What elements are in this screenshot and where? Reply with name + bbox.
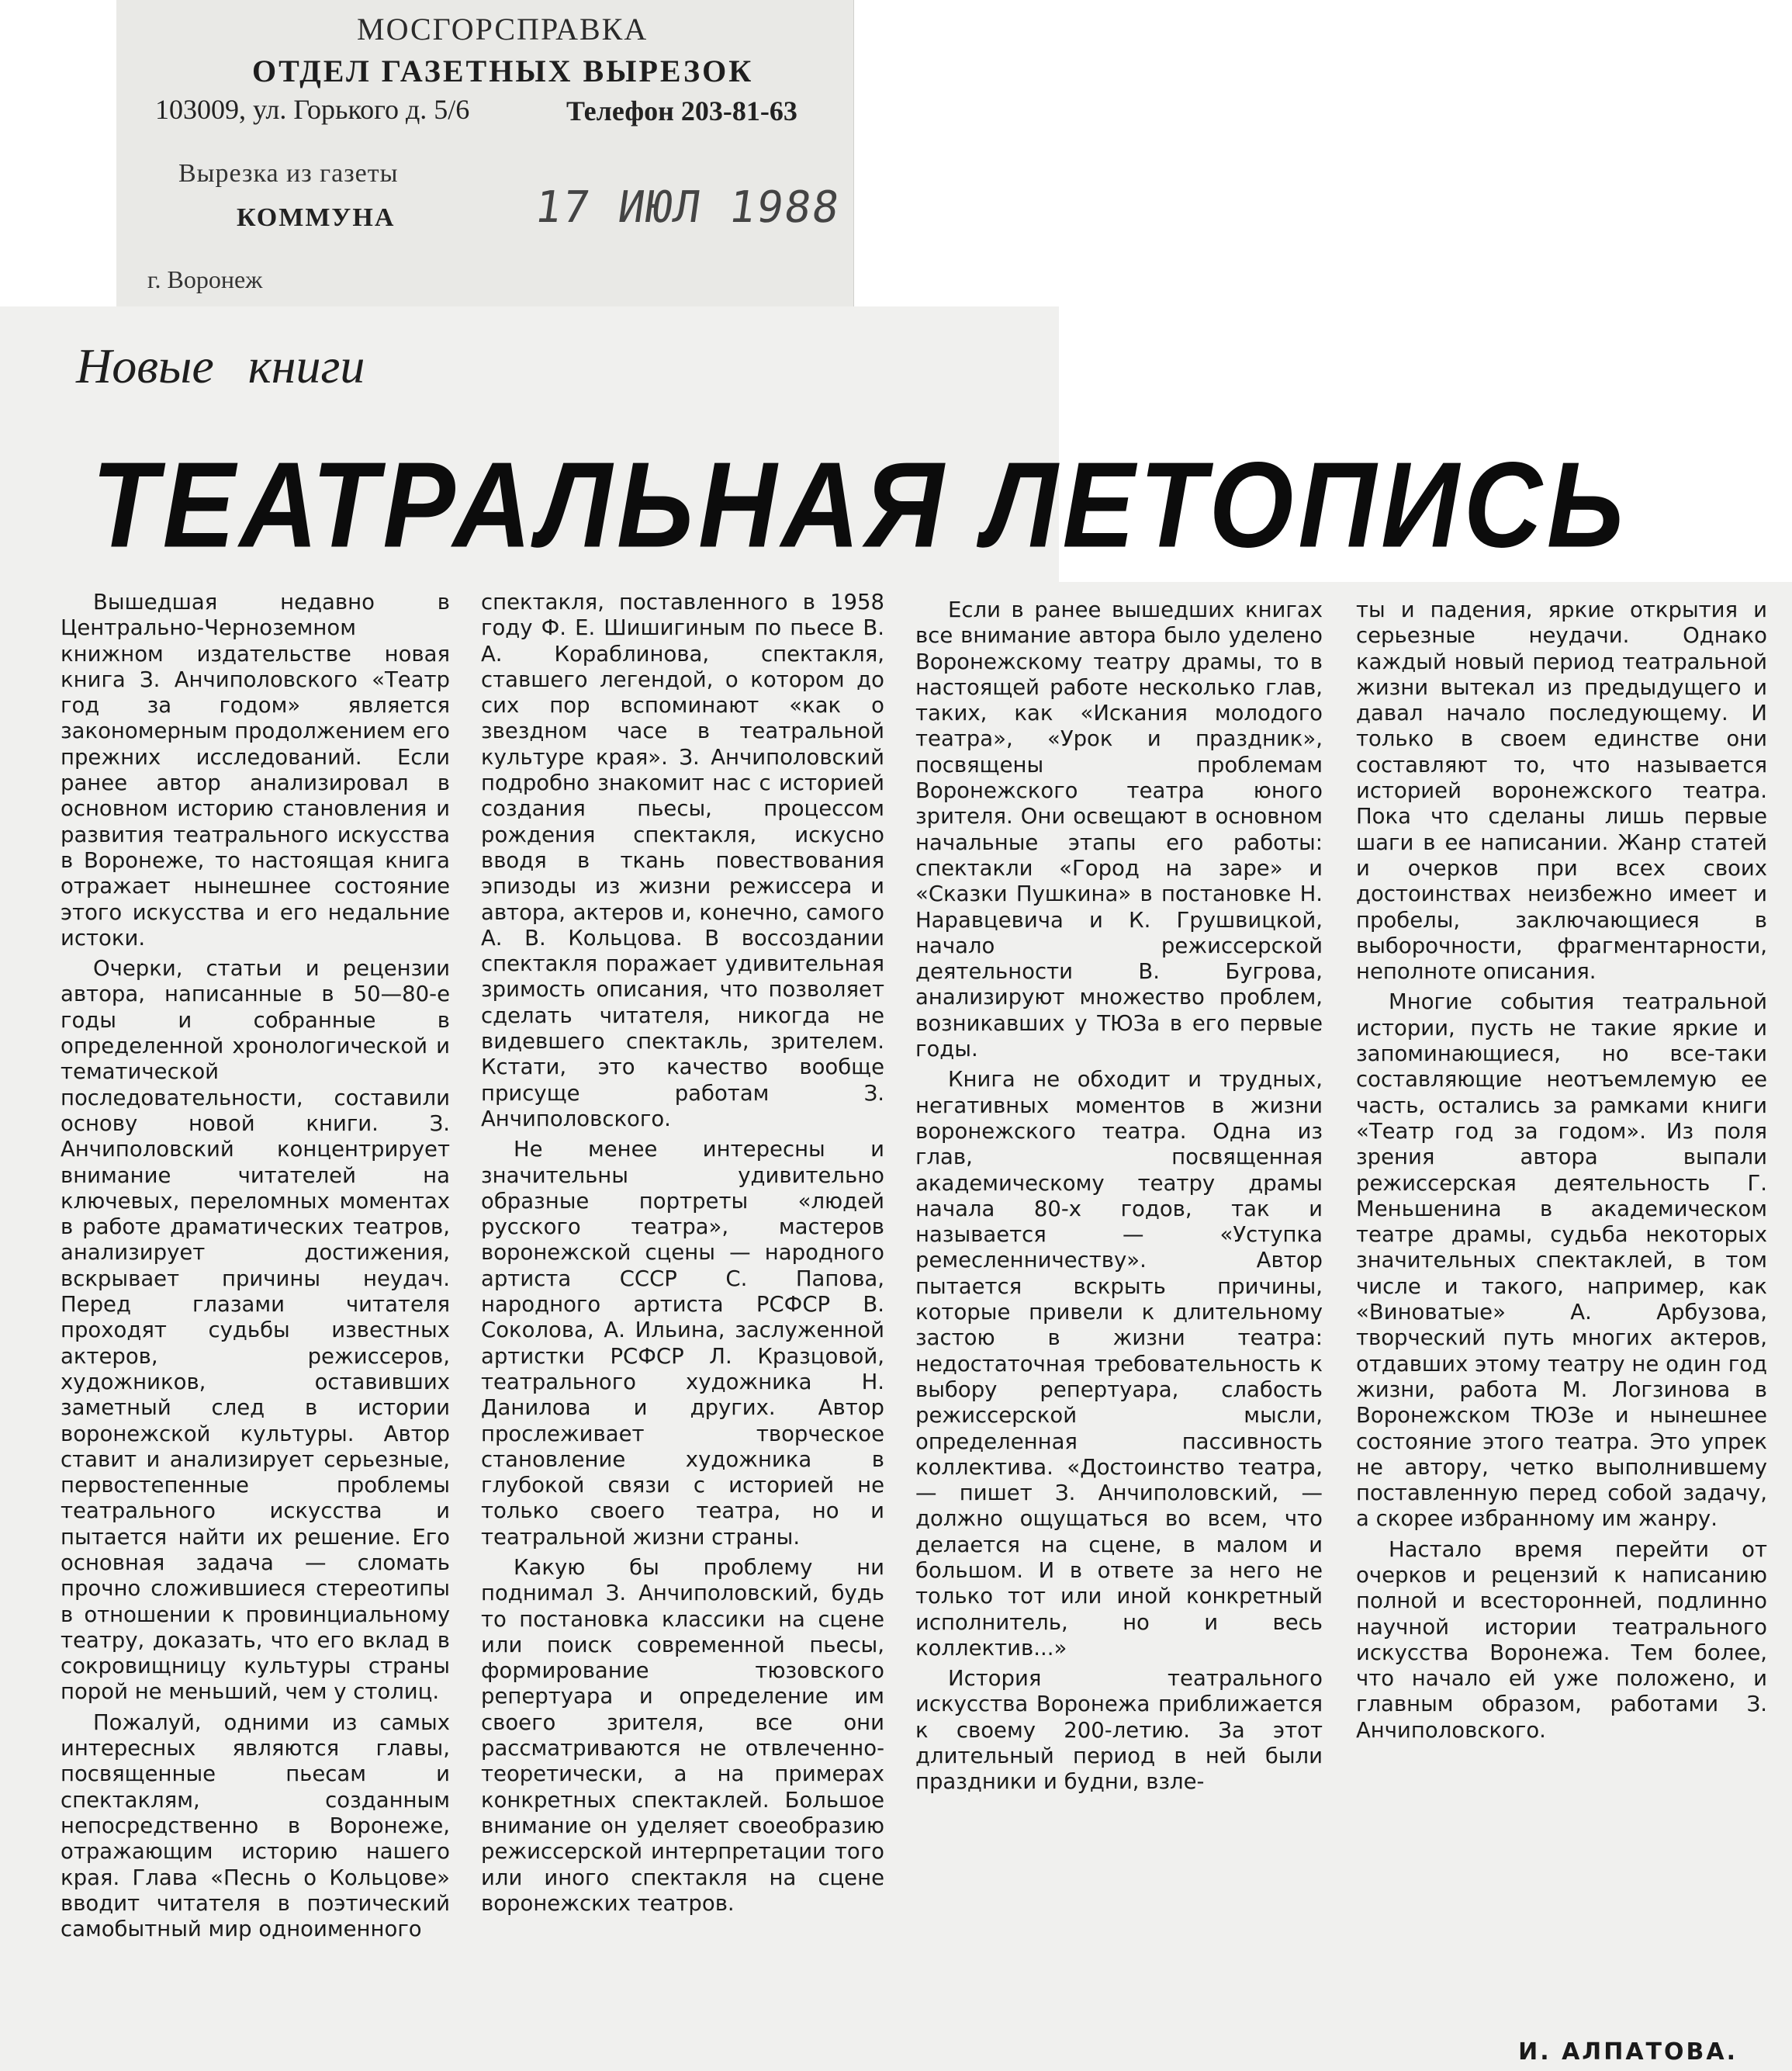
agency-phone: Телефон 203-81-63: [566, 95, 797, 126]
article-column-2: [481, 590, 884, 1917]
rubric: Новые книги: [76, 338, 365, 393]
article-column-3: [915, 597, 1323, 1796]
article-column-4: [1356, 597, 1767, 1744]
paragraph: Если в ранее вышедших книгах все внимание автора было уделено Воронежскому театру драмы, то в настоящей работе несколько глав, таких, как «Искания молодого театра», «Урок и праздник», посвящены проблемам Воронежского театра юного зрителя. Они освещают в основном начальные этапы его работы: спектакли «Город на заре» и «Сказки Пушкина» в постановке Н. Наравцевича и К. Грушвицкой, начало режиссерской деятельности В. Бугрова, анализируют множество проблем, возникавших у ТЮЗа в его первые годы.: [915, 597, 1323, 1062]
paragraph: Пожалуй, одними из самых интересных являются главы, посвященные пьесам и спектаклям, созданным непосредственно в Воронеже, отражающим историю нашего края. Глава «Песнь о Кольцове» вводит читателя в поэтический самобытный мир одноименного: [61, 1709, 450, 1942]
paragraph: ты и падения, яркие открытия и серьезные неудачи. Однако каждый новый период театральной жизни вытекал из предыдущего и давал начало последующему. И только в своем единстве они составляют то, что называется историей воронежского театра. Пока что сделаны лишь первые шаги в ее написании. Жанр статей и очерков при всех своих достоинствах неизбежно имеет и пробелы, заключающиеся в выборочности, фрагментарности, неполноте описания.: [1356, 597, 1767, 985]
city-name: г. Воронеж: [147, 265, 263, 293]
agency-address: 103009, ул. Горького д. 5/6: [155, 94, 470, 125]
clipping-label: Вырезка из газеты: [178, 159, 399, 188]
paragraph: спектакля, поставленного в 1958 году Ф. Е. Шишигиным по пьесе В. А. Кораблинова, спектакля, ставшего легендой, о котором до сих пор вспоминают «как о звездном часе в театральной культуре края». З. Анчиполовский подробно знакомит нас с историей создания пьесы, процессом рождения спектакля, искусно вводя в ткань повествования эпизоды из жизни режиссера и автора, актеров и, конечно, самого А. В. Кольцова. В воссоздании спектакля поражает удивительная зримость описания, что позволяет сделать читателя, никогда не видевшего спектакль, зрителем. Кстати, это качество вообще присуще работам З. Анчиполовского.: [481, 590, 884, 1131]
paragraph: Какую бы проблему ни поднимал З. Анчиполовский, будь то постановка классики на сцене или поиск современной пьесы, формирование тюзовского репертуара и определение им своего зрителя, все они рассматриваются не отвлеченно-теоретически, а на примерах конкретных спектаклей. Большое внимание он уделяет своеобразию режиссерской интерпретации того или иного спектакля на сцене воронежских театров.: [481, 1554, 884, 1916]
paragraph: Настало время перейти от очерков и рецензий к написанию полной и всесторонней, подлинно научной истории театрального искусства Воронежа. Тем более, что начало ей уже положено, и главным образом, работами З. Анчиполовского.: [1356, 1536, 1767, 1743]
paragraph: Многие события театральной истории, пусть не такие яркие и запоминающиеся, но все-таки составляющие неотъемлемую ее часть, остались за рамками книги «Театр год за годом». Из поля зрения автора выпали режиссерская деятельность Г. Меньшенина в академическом театре драмы, судьба некоторых значительных спектаклей, в том числе и такого, например, как «Виноватые» А. Арбузова, творческий путь многих актеров, отдавших этому театру не один год жизни, работа М. Логзинова в Воронежском ТЮЗе и нынешнее состояние этого театра. Это упрек не автору, четко выполнившему поставленную перед собой задачу, а скорее избранному им жанру.: [1356, 989, 1767, 1532]
paragraph: Книга не обходит и трудных, негативных моментов в жизни воронежского театра. Одна из глав, посвященная академическому театру драмы начала 80-х годов, так и называется — «Уступка ремесленничеству». Автор пытается вскрыть причины, которые привели к длительному застою в жизни театра: недостаточная требовательность к выбору репертуара, слабость режиссерской мысли, определенная пассивность коллектива. «Достоинство театра, — пишет З. Анчиполовский, — должно ощущаться во всем, что делается на сцене, в малом и большом. И в ответе за него не только тот или иной конкретный исполнитель, но и весь коллектив...»: [915, 1067, 1323, 1661]
agency-name: МОСГОРСПРАВКА: [357, 12, 649, 47]
headline: ТЕАТРАЛЬНАЯ ЛЕТОПИСЬ: [92, 436, 1628, 573]
date-stamp: 17 ИЮЛ 1988: [531, 182, 844, 233]
department-name: ОТДЕЛ ГАЗЕТНЫХ ВЫРЕЗОК: [252, 54, 754, 88]
paragraph: Вышедшая недавно в Центрально-Черноземном книжном издательстве новая книга З. Анчиполовского «Театр год за годом» является закономерным продолжением его прежних исследований. Если ранее автор анализировал в основном историю становления и развития театрального искусства в Воронеже, то настоящая книга отражает нынешнее состояние этого искусства и его недальние истоки.: [61, 590, 450, 951]
author-signature: И. АЛПАТОВА.: [1518, 2038, 1738, 2066]
newspaper-clipping: [0, 306, 1792, 2071]
agency-slip: [116, 0, 854, 306]
newspaper-name: КОММУНА: [237, 203, 396, 232]
paragraph: Не менее интересны и значительны удивительно образные портреты «людей русского театра», мастеров воронежской сцены — народного артиста СССР С. Папова, народного артиста РСФСР В. Соколова, А. Ильина, заслуженной артистки РСФСР Л. Кразцовой, театрального художника Н. Данилова и других. Автор прослеживает творческое становление художника в глубокой связи с историей не только своего театра, но и театральной жизни страны.: [481, 1137, 884, 1550]
article-column-1: [61, 590, 450, 1942]
paragraph: История театрального искусства Воронежа приближается к своему 200-летию. За этот длительный период в ней были праздники и будни, взле-: [915, 1666, 1323, 1795]
paragraph: Очерки, статьи и рецензии автора, написанные в 50—80-е годы и собранные в определенной хронологической и тематической последовательности, составили основу новой книги. З. Анчиполовский концентрирует внимание читателей на ключевых, переломных моментах в работе драматических театров, анализирует достижения, вскрывает причины неудач. Перед глазами читателя проходят судьбы известных актеров, режиссеров, художников, оставивших заметный след в истории воронежской культуры. Автор ставит и анализирует серьезные, первостепенные проблемы театрального искусства и пытается найти их решение. Его основная задача — сломать прочно сложившиеся стереотипы в отношении к провинциальному театру, доказать, что его вклад в сокровищницу культуры страны порой не меньший, чем у столиц.: [61, 956, 450, 1705]
